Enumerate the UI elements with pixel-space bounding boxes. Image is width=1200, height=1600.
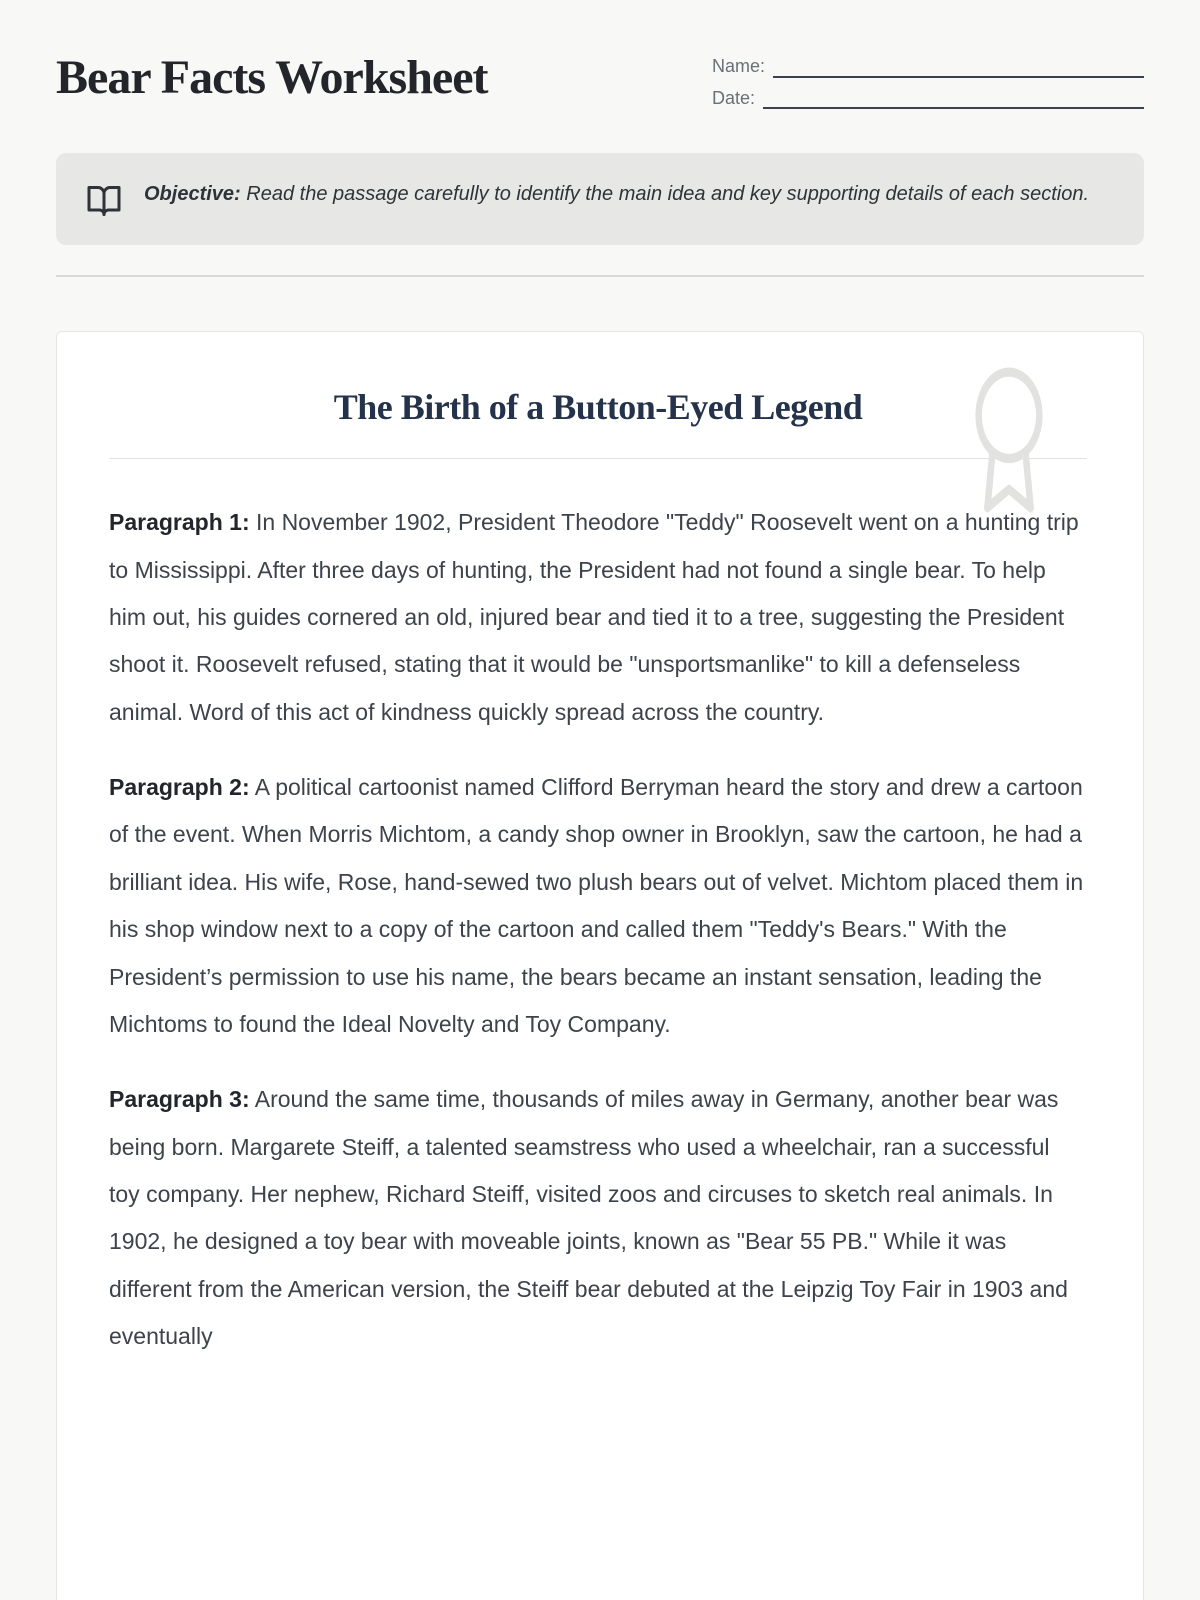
paragraph-3-label: Paragraph 3: — [109, 1086, 250, 1113]
title-underline — [109, 458, 1087, 459]
paragraph-1-label: Paragraph 1: — [109, 509, 250, 536]
date-blank-line — [763, 89, 1144, 109]
paragraph-3-text: Around the same time, thousands of miles away in Germany, another bear was being born. Margarete Steiff, a talented seamstress who used a wheelchair, ran a successful toy company. Her nephew, Richard Steiff, visited zoos and circuses to sketch real animals. In 1902, he designed a toy bear with moveable joints, known as "Bear 55 PB." While it was different from the American version, the Steiff bear debuted at the Leipzig Toy Fair in 1903 and eventually — [109, 1086, 1068, 1350]
paragraph-1-text: In November 1902, President Theodore "Teddy" Roosevelt went on a hunting trip to Mississippi. After three days of hunting, the President had not found a single bear. To help him out, his guides cornered an old, injured bear and tied it to a tree, suggesting the President shoot it. Roosevelt refused, stating that it would be "unsportsmanlike" to kill a defenseless animal. Word of this act of kindness quickly spread across the country. — [109, 509, 1079, 725]
objective-statement — [144, 179, 1089, 210]
name-row — [712, 56, 1144, 78]
passage-card — [56, 331, 1144, 1600]
paragraph-2-text: A political cartoonist named Clifford Berryman heard the story and drew a cartoon of the event. When Morris Michtom, a candy shop owner in Brooklyn, saw the cartoon, he had a brilliant idea. His wife, Rose, hand-sewed two plush bears out of velvet. Michtom placed them in his shop window next to a copy of the cartoon and called them "Teddy's Bears." With the President’s permission to use his name, the bears became an instant sensation, leading the Michtoms to found the Ideal Novelty and Toy Company. — [109, 774, 1084, 1037]
date-label: Date: — [712, 87, 756, 108]
name-blank-line — [773, 58, 1144, 78]
page-title: Bear Facts Worksheet — [56, 51, 488, 104]
paragraph-3 — [109, 1076, 1084, 1360]
passage-title: The Birth of a Button-Eyed Legend — [333, 387, 863, 428]
section-divider — [56, 275, 1144, 277]
objective-box — [56, 153, 1144, 245]
book-open-icon — [86, 183, 122, 219]
date-row — [712, 88, 1144, 110]
name-label: Name: — [712, 56, 766, 76]
worksheet-header — [56, 46, 1144, 119]
objective-label: Objective: — [144, 183, 241, 206]
objective-text: Read the passage carefully to identify the main idea and key supporting details of each section. — [246, 183, 1090, 206]
paragraph-2 — [109, 764, 1084, 1048]
paragraph-2-label: Paragraph 2: — [109, 774, 250, 801]
paragraph-1 — [109, 499, 1084, 736]
name-date-block — [712, 46, 1144, 119]
passage-body — [109, 499, 1087, 1360]
